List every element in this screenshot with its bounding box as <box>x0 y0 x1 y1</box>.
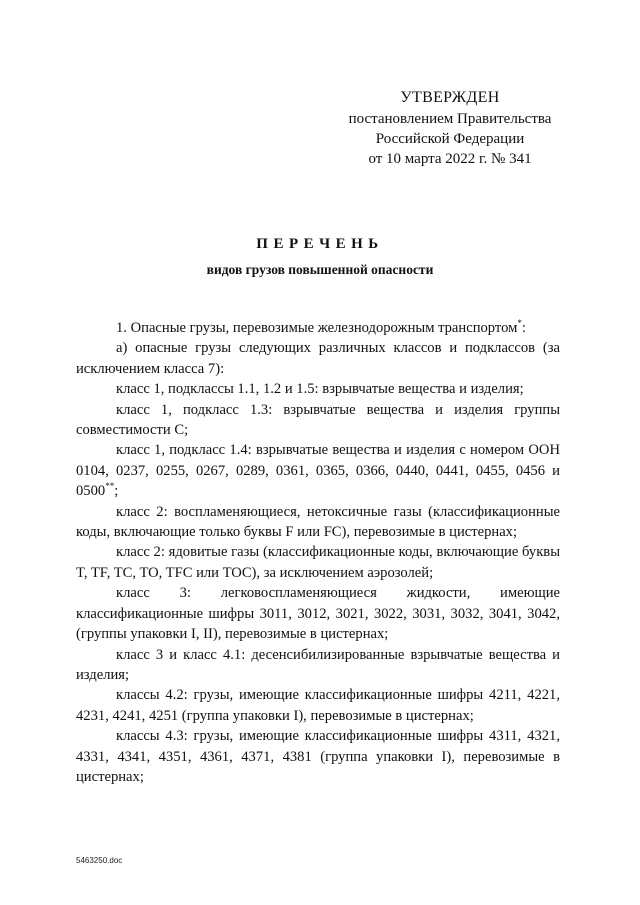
paragraph: классы 4.3: грузы, имеющие классификационные шифры 4311, 4321, 4331, 4341, 4351, 4361, 4371, 4381 (группа упаковки I), перевозимые в цистернах; <box>76 728 560 785</box>
paragraph: класс 2: ядовитые газы (классификационные коды, включающие буквы T, TF, TC, TO, TFC или TOC), за исключением аэрозолей; <box>76 544 560 581</box>
document-body <box>76 318 560 787</box>
file-name-footer: 5463250.doc <box>76 856 123 865</box>
paragraph: класс 1, подклассы 1.1, 1.2 и 1.5: взрывчатые вещества и изделия; <box>116 381 524 398</box>
paragraph: класс 2: воспламеняющиеся, нетоксичные газы (классификационные коды, включающие только буквы F или FC), перевозимые в цистернах; <box>76 503 560 541</box>
paragraph: класс 3: легковоспламеняющиеся жидкости, имеющие классификационные шифры 3011, 3012, 3021, 3022, 3031, 3032, 3041, 3042, (группы упаковки I, II), перевозимые в цистернах; <box>76 585 560 643</box>
paragraph-text: класс 1, подкласс 1.4: взрывчатые вещества и изделия с номером ООН 0104, 0237, 0255, 0267, 0289, 0361, 0365, 0366, 0440, 0441, 0455, 0456 и 0500 <box>76 442 560 500</box>
paragraph: а) опасные грузы следующих различных классов и подклассов (за исключением класса 7): <box>76 340 560 377</box>
paragraph: классы 4.2: грузы, имеющие классификационные шифры 4211, 4221, 4231, 4241, 4251 (группа упаковки I), перевозимые в цистернах; <box>76 687 560 724</box>
paragraph: класс 3 и класс 4.1: десенсибилизированные взрывчатые вещества и изделия; <box>76 646 560 683</box>
document-title: ПЕРЕЧЕНЬ <box>256 236 384 252</box>
approval-line-2: Российской Федерации <box>375 131 525 147</box>
paragraph-text: 1. Опасные грузы, перевозимые железнодорожным транспортом <box>116 320 518 336</box>
paragraph <box>76 440 560 501</box>
document-subtitle: видов грузов повышенной опасности <box>206 262 434 277</box>
approval-heading: УТВЕРЖДЕН <box>400 89 500 106</box>
paragraph-end: : <box>521 320 526 336</box>
approval-line-1: постановлением Правительства <box>348 111 552 127</box>
paragraph <box>76 318 560 338</box>
paragraph: класс 1, подкласс 1.3: взрывчатые вещества и изделия группы совместимости С; <box>76 401 560 439</box>
approval-block <box>340 88 560 169</box>
footnote-mark: * <box>517 318 522 328</box>
footnote-mark: ** <box>105 481 115 492</box>
paragraph-end: ; <box>114 483 119 500</box>
approval-line-3: от 10 марта 2022 г. № 341 <box>368 151 532 167</box>
